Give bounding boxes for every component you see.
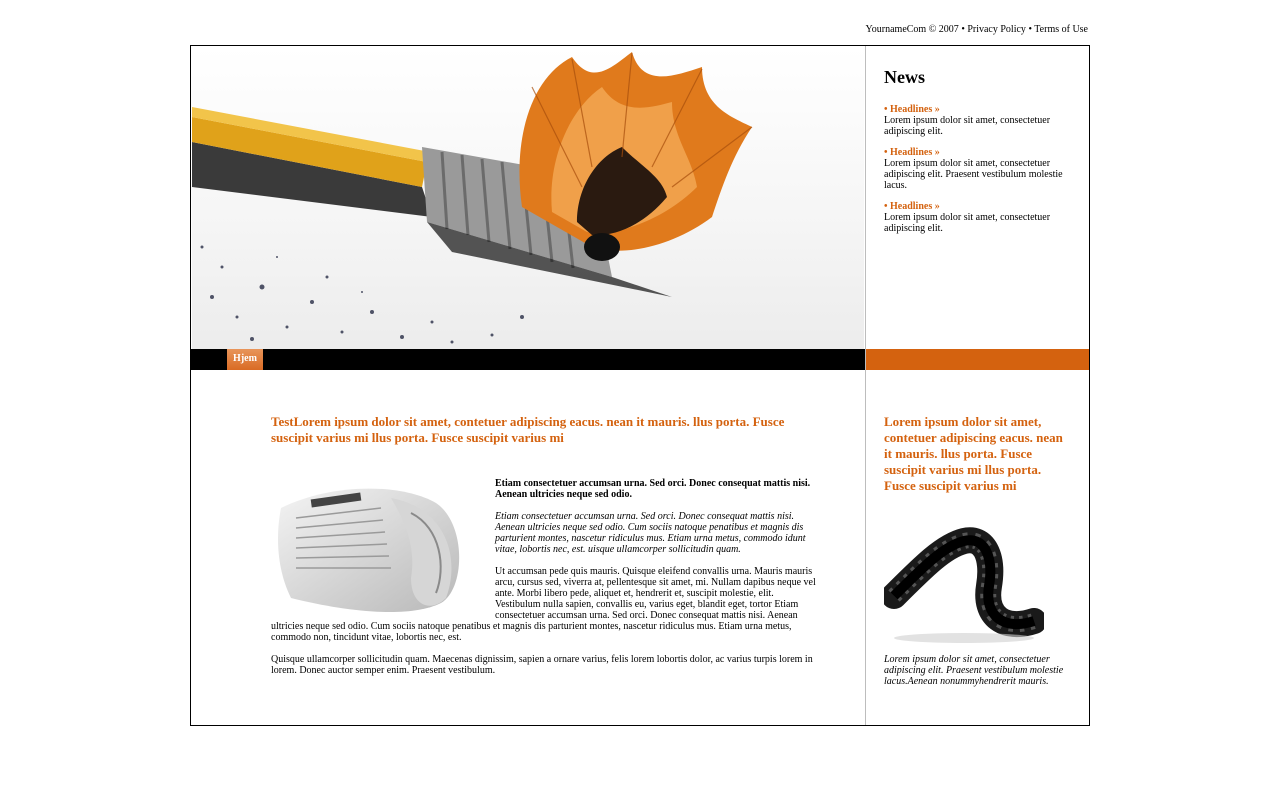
film-strip-illustration (884, 526, 1044, 646)
article-paragraph: Quisque ullamcorper sollicitudin quam. Maecenas dignissim, sapien a ornare varius, felis lorem lobortis dolor, ac varius turpis lorem in lorem. Donec auctor semper enim. Praesent vestibulum. (271, 654, 813, 676)
terms-of-use-link[interactable]: Terms of Use (1034, 24, 1088, 35)
page-frame (190, 45, 1090, 726)
sidebar-content (884, 414, 1072, 687)
article-lead: Etiam consectetuer accumsan urna. Sed orci. Donec consequat mattis nisi. Aenean ultricies neque sed odio. (495, 478, 811, 500)
article-body (271, 478, 816, 676)
news-item-text: Lorem ipsum dolor sit amet, consectetuer adipiscing elit. (884, 212, 1051, 234)
news-headline-link[interactable]: • Headlines » (884, 104, 940, 115)
column-divider (865, 46, 866, 725)
film-reel-image (884, 526, 1044, 646)
newspaper-illustration (271, 478, 471, 618)
news-item (884, 104, 1070, 137)
article-italic-paragraph: Etiam consectetuer accumsan urna. Sed orci. Donec consequat mattis nisi. Aenean ultricies neque sed odio. Cum sociis natoque penatibus et magnis dis parturient montes, nascetur ridiculus mus. Etiam urna metus, commodo idunt vitae, lobortis nec, est. uisque ullamcorper sollicitudin quam. (495, 511, 806, 555)
article-paragraph: Ut accumsan pede quis mauris. Quisque eleifend convallis urna. Mauris mauris arcu, cursus sed, viverra at, pellentesque sit amet, mi. Nullam dapibus neque vel ante. Morbi libero pede, aliquet et, hendrerit et, suscipit molestie, elit. Vestibulum nulla sapien, convallis eu, varius eget, blandit eget, tortor Etiam consectetuer accumsan urna. Sed orci. Donec consequat mattis nisi. Aenean ultricies neque sed odio. Cum sociis natoque penatibus et magnis dis parturient montes, nascetur ridiculus mus. Etiam urna metus, commodo non, tincidunt vitae, lobortis nec, est. (271, 566, 816, 643)
nav-tab-home[interactable]: Hjem (227, 349, 263, 370)
pencil-shavings-illustration (192, 47, 864, 349)
main-heading: TestLorem ipsum dolor sit amet, contetuer adipiscing eacus. nean it mauris. llus porta. Fusce suscipit varius mi llus porta. Fusce suscipit varius mi (271, 414, 785, 445)
hero-pencil-image (192, 47, 864, 349)
side-accent-bar (866, 349, 1089, 370)
main-content (271, 414, 816, 687)
separator: • (1025, 24, 1035, 35)
separator: • (958, 24, 968, 35)
news-panel (884, 66, 1070, 244)
news-item (884, 147, 1070, 191)
sidebar-heading: Lorem ipsum dolor sit amet, contetuer adipiscing eacus. nean it mauris. llus porta. Fusce suscipit varius mi llus porta. Fusce suscipit varius mi (884, 414, 1063, 493)
film-caption: Lorem ipsum dolor sit amet, consectetuer adipiscing elit. Praesent vestibulum molestie lacus.Aenean nonummyhendrerit mauris. (884, 654, 1064, 687)
news-headline-link[interactable]: • Headlines » (884, 201, 940, 212)
news-item (884, 201, 1070, 234)
copyright-text: YournameCom © 2007 (865, 24, 959, 35)
news-item-text: Lorem ipsum dolor sit amet, consectetuer adipiscing elit. (884, 115, 1051, 137)
top-links (190, 24, 1088, 36)
newspaper-image (271, 478, 471, 618)
news-item-text: Lorem ipsum dolor sit amet, consectetuer adipiscing elit. Praesent vestibulum molestie lacus. (884, 158, 1063, 191)
news-title: News (884, 67, 925, 87)
privacy-policy-link[interactable]: Privacy Policy (967, 24, 1026, 35)
news-headline-link[interactable]: • Headlines » (884, 147, 940, 158)
main-nav-bar (191, 349, 865, 370)
